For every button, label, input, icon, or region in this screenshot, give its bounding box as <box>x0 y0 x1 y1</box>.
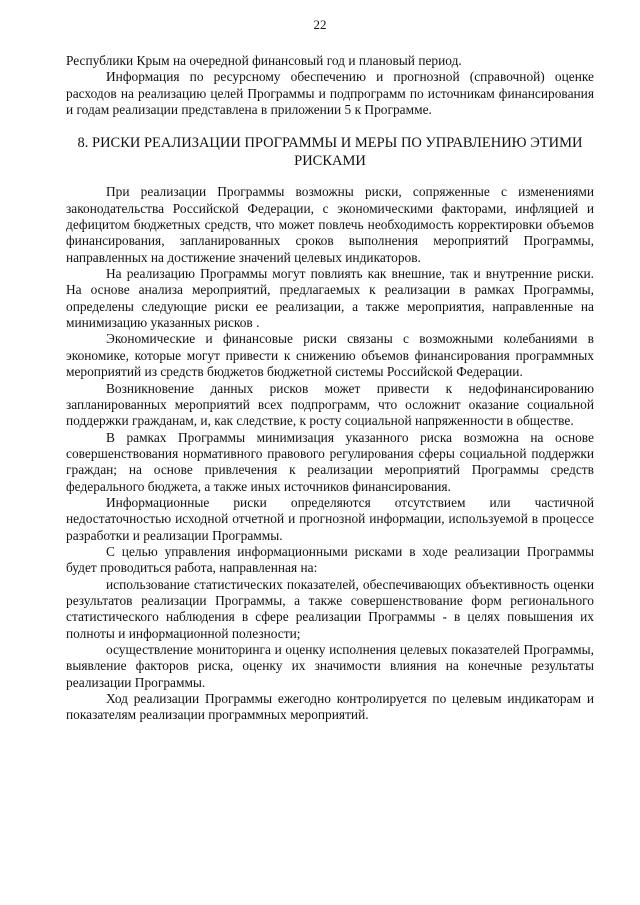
paragraph-underfunding: Возникновение данных рисков может привести к недофинансированию запланированных мероприятий всех подпрограмм, что осложнит оказание социальной поддержки гражданам, и, как следствие, к росту социальной напряженности в обществе. <box>66 380 594 429</box>
paragraph-progress-control: Ход реализации Программы ежегодно контролируется по целевым индикаторам и показателям реализации программных мероприятий. <box>66 691 594 723</box>
paragraph-risk-minimization: В рамках Программы минимизация указанного риска возможна на основе совершенствования нормативного правового регулирования сферы социальной поддержки граждан; на основе привлечения к реализации мероприятий Программы средств федерального бюджета, а также иных источников финансирования. <box>66 429 594 494</box>
paragraph-risk-management: С целью управления информационными рисками в ходе реализации Программы будет проводиться работа, направленная на: <box>66 543 594 576</box>
paragraph-information-risks: Информационные риски определяются отсутствием или частичной недостаточностью исходной отчетной и прогнозной информации, используемой в процессе разработки и реализации Программы. <box>66 494 594 543</box>
paragraph-statistics-usage: использование статистических показателей, обеспечивающих объективность оценки результатов реализации Программы, а также совершенствование форм регионального статистического наблюдения в сфере реализации Программы - в целях повышения их полноты и информационной полезности; <box>66 576 594 641</box>
paragraph-external-internal-risks: На реализацию Программы могут повлиять как внешние, так и внутренние риски. На основе анализа мероприятий, предлагаемых к реализации в рамках Программы, определены следующие риски ее реализации, а также мероприятия, направленные на минимизацию указанных рисков . <box>66 266 594 331</box>
page-number: 22 <box>313 17 327 32</box>
paragraph-risks-overview: При реализации Программы возможны риски, сопряженные с изменениями законодательства Российской Федерации, с экономическими факторами, инфляцией и дефицитом бюджетных средств, что может повлечь необходимость корректировки объемов финансирования, запланированных сроков выполнения мероприятий Программы, направленных на достижение значений целевых индикаторов. <box>66 184 594 265</box>
paragraph-resource-info: Информация по ресурсному обеспечению и прогнозной (справочной) оценке расходов на реализацию целей Программы и подпрограмм по источникам финансирования и годам реализации представлена в приложении 5 к Программе. <box>66 69 594 118</box>
document-body <box>66 53 594 724</box>
paragraph-economic-risks: Экономические и финансовые риски связаны с возможными колебаниями в экономике, которые могут привести к снижению объемов финансирования программных мероприятий из средств бюджетов бюджетной системы Российской Федерации. <box>66 331 594 380</box>
paragraph-monitoring: осуществление мониторинга и оценку исполнения целевых показателей Программы, выявление факторов риска, оценку их значимости влияния на конечные результаты реализации Программы. <box>66 642 594 690</box>
paragraph-continuation: Республики Крым на очередной финансовый год и плановый период. <box>66 53 462 68</box>
section-heading: 8. РИСКИ РЕАЛИЗАЦИИ ПРОГРАММЫ И МЕРЫ ПО УПРАВЛЕНИЮ ЭТИМИ РИСКАМИ <box>77 135 583 170</box>
